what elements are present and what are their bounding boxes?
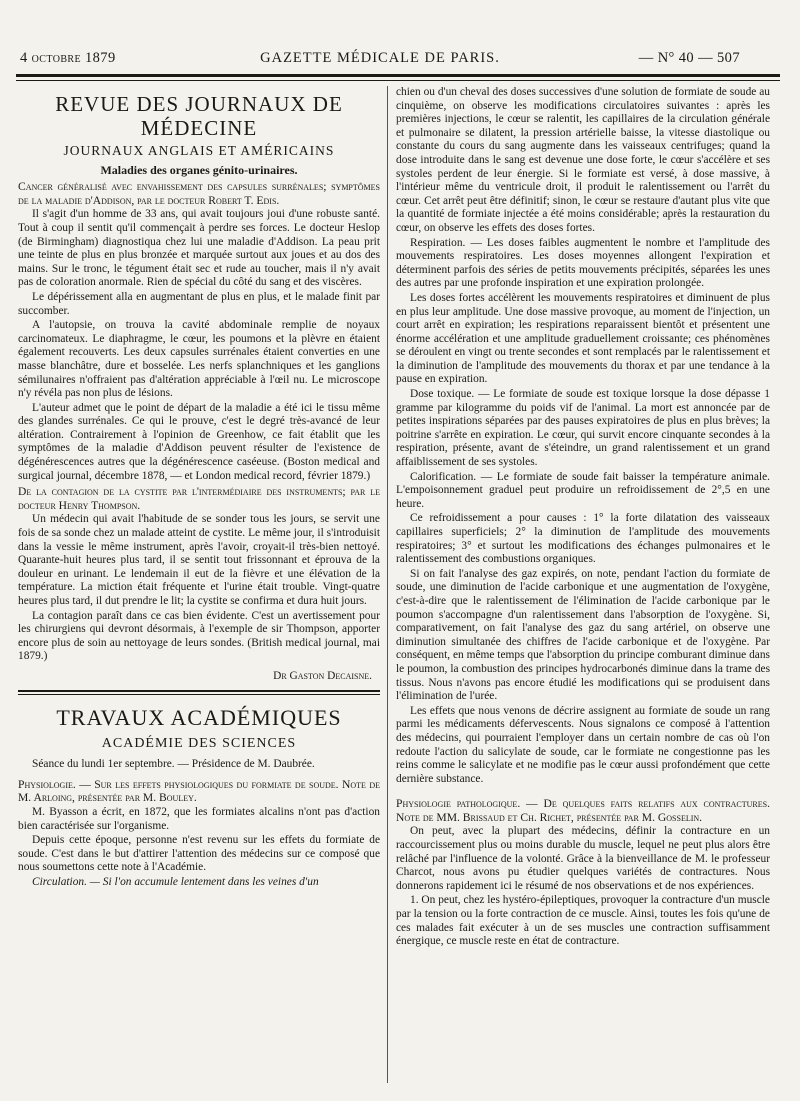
section-divider <box>18 690 380 695</box>
paragraph: 1. On peut, chez les hystéro-épileptiques, provoquer la contracture d'un muscle par la tension ou la forte contraction de ce muscle. Ainsi, toutes les fois qu'une de ces malades fait exécuter à un de ses muscles une contraction suffisamment énergique, ce muscle reste en état de contracture. <box>396 894 770 948</box>
paragraph: A l'autopsie, on trouva la cavité abdominale remplie de noyaux carcinomateux. Le diaphragme, le cœur, les poumons et la plèvre en étaient également recouverts. Les deux capsules surrénales étaient converties en une masse blanchâtre, dure et bosselée. Les nerfs splanchniques et les ganglions sémilunaires n'offraient pas d'altération appréciable à l'œil nu. Le microscope n'y révéla pas non plus de lésions. <box>18 319 380 400</box>
article-title-cystite: De la contagion de la cystite par l'intermédiaire des instruments; par le docteur Henry Thompson. <box>18 485 380 512</box>
paragraph: On peut, avec la plupart des médecins, définir la contracture en un raccourcissement plus ou moins durable du muscle, lequel ne peut plus alors être relâché par l'influence de la volonté. Grâce à la bienveillance de M. le professeur Charcot, nous avons pu étudier quelques variétés de contractures. Nous donnerons rapidement ici le résumé de nos observations et de nos expériences. <box>396 825 770 892</box>
paragraph: Respiration. — Les doses faibles augmentent le nombre et l'amplitude des mouvements respiratoires. Les doses moyennes allongent l'expiration et déterminent parfois des séries de petits mouvements précipités, séparées les unes des autres par une profonde inspiration et une expiration prolongée. <box>396 236 770 290</box>
article-title-formiate: Physiologie. — Sur les effets physiologiques du formiate de soude. Note de M. Arloing, présentée par M. Bouley. <box>18 777 380 805</box>
paragraph: L'auteur admet que le point de départ de la maladie a été ici le tissu même des glandes surrénales. Ce qui le prouve, c'est le degré très-avancé de leur altération. Contrairement à l'opinion de Greenhow, ce fait établit que les symptômes de la maladie d'Addison peuvent résulter de l'existence de dégénérescences autres que la dégénérescence caséeuse. (Boston medical and surgical journal, décembre 1878, — et London medical record, février 1879.) <box>18 401 380 482</box>
paragraph: Si on fait l'analyse des gaz expirés, on note, pendant l'action du formiate de soude, une diminution de l'acide carbonique et une augmentation de l'oxygène, c'est-à-dire que le ralentissement de l'élimination de l'acide carbonique par le poumon s'accompagne d'un ralentissement dans l'absorption de l'oxygène. Si, comparativement, on fait l'analyse des gaz du sang artériel, on observe une diminution simultanée des chiffres de l'acide carbonique et de l'oxygène. Par conséquent, en même temps que l'absorption du principe comburant diminue dans le poumon, la combustion des principes hydrocarbonés diminue dans la trame des tissus. Nous n'avons pas encore étudié les modifications qui se produisent dans l'élimination de l'urée. <box>396 567 770 703</box>
header-rule-thin <box>16 80 780 81</box>
paragraph: Un médecin qui avait l'habitude de se sonder tous les jours, se servit une fois de sa sonde chez un malade atteint de cystite. Le même jour, il s'introduisit dans la vessie le même instrument, après l'avoir, croyait-il très-bien nettoyé. Quarante-huit heures plus tard, il se sentit tout frissonnant et éprouva de la douleur en urinant. Le lendemain il eut de la fièvre et une élévation de la température. La miction était fréquente et l'urine était trouble. Vingt-quatre heures plus tard, il dut prendre le lit; la cystite se confirma et dura huit jours. <box>18 513 380 607</box>
revue-subtitle: JOURNAUX ANGLAIS ET AMÉRICAINS <box>63 143 335 158</box>
seance-line: Séance du lundi 1er septembre. — Présidence de M. Daubrée. <box>32 758 315 771</box>
journal-title: GAZETTE MÉDICALE DE PARIS. <box>260 50 500 66</box>
paragraph: Il s'agit d'un homme de 33 ans, qui avait toujours joui d'une robuste santé. Tout à coup il sentit qu'il commençait à perdre ses forces. Le docteur Heslop (de Birmingham) diagnostiqua chez lui une maladie d'Addison. La peau prit une teinte de plus en plus bronzée et marquée surtout aux joues et au dos des mains. Sur le tronc, le tégument était sec et rude au toucher, mais il n'y avait pas de coloration anormale. Rien de spécial du côté du sang et des viscères. <box>18 208 380 289</box>
left-column <box>18 86 380 1083</box>
paragraph: Les doses fortes accélèrent les mouvements respiratoires et diminuent de plus en plus leur amplitude. Une dose massive provoque, au moment de l'injection, un court arrêt en expiration; les respirations reparaissent bientôt et présentent une énorme accélération et une amplitude graduellement croissante; ces phénomènes se déroulent en vingt ou trente secondes et sont remplacés par le ralentissement et la diminution de l'amplitude des mouvements du thorax et par une tendance à la pause en expiration. <box>396 291 770 386</box>
article-title-contractures: Physiologie pathologique. — De quelques faits relatifs aux contractures. Note de MM. Brissaud et Ch. Richet, présentée par M. Gosselin. <box>396 797 770 824</box>
paragraph: Le dépérissement alla en augmentant de plus en plus, et le malade finit par succomber. <box>18 290 380 317</box>
paragraph: Circulation. — Si l'on accumule lentement dans les veines d'un <box>32 875 319 888</box>
travaux-title: TRAVAUX ACADÉMIQUES <box>56 704 342 730</box>
article-title-addison: Cancer généralisé avec envahissement des capsules surrénales; symptômes de la maladie d'Addison, par le docteur Robert T. Edis. <box>18 180 380 207</box>
paragraph: chien ou d'un cheval des doses successives d'une solution de formiate de soude au cinquième, on observe les modifications circulatoires suivantes : après les premières injections, le cœur se ralentit, les capillaires de la circulation générale et pulmonaire se dilatent, la pression artérielle baisse, la vitesse diastolique ou constante du cours du sang augmente dans les vaisseaux centrifuges; quand la dose introduite dans le sang est devenue une dose forte, le cœur s'accélère et ses systoles perdent de leur énergie. Si le formiate est versé, à dose massive, à l'intérieur même du ventricule droit, il produit le ralentissement ou l'arrêt du cœur. Cet arrêt peut être définitif; sinon, le cœur se restaure d'autant plus vite que la quantité de formiate injectée a été moins considérable; après la restauration du cœur, on observe les effets des doses fortes. <box>396 86 770 234</box>
running-header <box>20 50 740 72</box>
issue-number: — N° 40 — 507 <box>638 50 740 66</box>
section-heading: Maladies des organes génito-urinaires. <box>100 162 298 177</box>
author-signature: Dr Gaston Decaisne. <box>273 669 372 682</box>
paragraph: Ce refroidissement a pour causes : 1° la forte dilatation des vaisseaux capillaires superficiels; 2° la diminution de l'amplitude des mouvements respiratoires; 3° et surtout les modifications des échanges pulmonaires et le ralentissement des combustions organiques. <box>396 512 770 566</box>
right-column <box>396 86 770 1083</box>
revue-title: REVUE DES JOURNAUX DE MÉDECINE <box>55 92 343 140</box>
column-divider <box>387 86 388 1083</box>
academie-heading: ACADÉMIE DES SCIENCES <box>101 735 297 751</box>
header-rule <box>16 74 780 77</box>
paragraph: M. Byasson a écrit, en 1872, que les formiates alcalins n'ont pas d'action bien caractérisée sur l'organisme. <box>18 805 380 832</box>
paragraph: Calorification. — Le formiate de soude fait baisser la température animale. L'empoisonnement graduel peut produire un refroidissement de 2°,5 en une heure. <box>396 470 770 510</box>
paragraph: Depuis cette époque, personne n'est revenu sur les effets du formiate de soude. C'est dans le but d'attirer l'attention des médecins sur ce composé que nous soumettons cette note à l'Académie. <box>18 834 380 874</box>
paragraph: Les effets que nous venons de décrire assignent au formiate de soude un rang parmi les médicaments défervescents. Nous signalons ce composé à l'attention des médecins, qui pourraient l'employer dans un certain nombre de cas où l'on redoute l'action du salicylate de soude, car le formiate ne congestionne pas les reins comme le salicylate et ne modifie pas le cœur aussi profondément que cette dernière substance. <box>396 704 770 785</box>
issue-date: 4 octobre 1879 <box>20 50 116 66</box>
paragraph: La contagion paraît dans ce cas bien évidente. C'est un avertissement pour les chirurgiens qui devront désormais, à l'exemple de sir Thompson, apporter encore plus de soin au nettoyage de leurs sondes. (British medical journal, mai 1879.) <box>18 609 380 663</box>
spacer <box>396 787 770 795</box>
paragraph: Dose toxique. — Le formiate de soude est toxique lorsque la dose dépasse 1 gramme par kilogramme du poids vif de l'animal. La mort est annoncée par de petites inspirations séparées par des pauses expiratoires de plus en plus brèves; la poitrine s'arrête en expiration. Le cœur, qui survit encore cinquante secondes à la respiration, présente, avant de s'éteindre, un grand ralentissement et un grand affaiblissement de ses systoles. <box>396 388 770 469</box>
